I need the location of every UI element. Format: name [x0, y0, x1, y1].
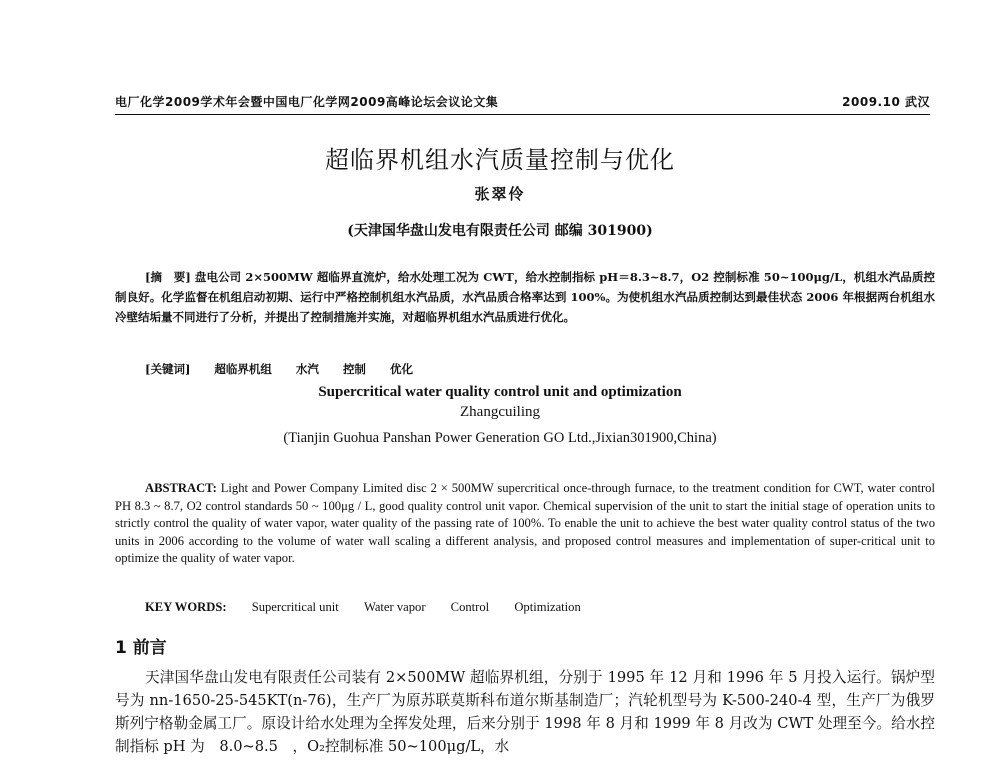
author-en: Zhangcuiling	[460, 404, 540, 420]
section-body: 天津国华盘山发电有限责任公司装有 2×500MW 超临界机组，分别于 1995 年 12 月和 1996 年 5 月投入运行。锅炉型号为 nn-1650-25-545KT(n-76)，生产厂为原苏联莫斯科布道尔斯基制造厂；汽轮机型号为 K-500-240-4 型，生产厂为俄罗斯列宁格勒金属工厂。原设计给水处理为全挥发处理，后来分别于 1998 年 8 月和 1999 年 8 月改为 CWT 处理至今。给水控制指标 pH 为 8.0~8.5 ，O₂控制标准 50~100μg/L，水	[115, 669, 935, 755]
header-date: 2009.10 武汉	[842, 95, 930, 109]
abstract-cn-label: [摘 要]	[145, 270, 191, 284]
abstract-cn	[115, 267, 935, 327]
keyword-cn: 控制	[342, 362, 366, 376]
keyword-en: Control	[450, 600, 490, 614]
proceedings-title: 电厂化学2009学术年会暨中国电厂化学网2009高峰论坛会议论文集	[115, 95, 499, 109]
keywords-cn-label: [关键词]	[145, 362, 191, 376]
keywords-cn	[145, 361, 413, 377]
keyword-cn: 优化	[389, 362, 413, 376]
keyword-en: Optimization	[514, 600, 581, 614]
affiliation-cn: (天津国华盘山发电有限责任公司 邮编 301900)	[347, 223, 653, 239]
abstract-cn-text: 盘电公司 2×500MW 超临界直流炉，给水处理工况为 CWT，给水控制指标 pH＝8.3~8.7，O2 控制标准 50~100μg/L，机组水汽品质控制良好。化学监督在机组启动初期、运行中严格控制机组水汽品质，水汽品质合格率达到 100%。为使机组水汽品质控制达到最佳状态 2006 年根据两台机组水冷壁结垢量不同进行了分析，并提出了控制措施并实施，对超临界机组水汽品质进行优化。	[115, 270, 935, 324]
paper-title-cn: 超临界机组水汽质量控制与优化	[325, 146, 675, 174]
paper-title-en: Supercritical water quality control unit and optimization	[318, 384, 682, 400]
affiliation-en: (Tianjin Guohua Panshan Power Generation GO Ltd.,Jixian301900,China)	[283, 430, 717, 446]
keyword-cn: 超临界机组	[214, 362, 272, 376]
author-cn: 张翠伶	[474, 185, 526, 203]
keywords-en	[145, 600, 581, 615]
section-heading: 1 前言	[115, 638, 167, 658]
keywords-en-label: KEY WORDS:	[145, 600, 227, 614]
keyword-cn: 水汽	[295, 362, 319, 376]
keyword-en: Supercritical unit	[251, 600, 339, 614]
keyword-en: Water vapor	[363, 600, 426, 614]
running-header	[115, 93, 930, 115]
abstract-en-label: ABSTRACT:	[145, 481, 217, 495]
abstract-en	[115, 480, 935, 568]
abstract-en-text: Light and Power Company Limited disc 2 × 500MW supercritical once-through furnace, to the treatment condition for CWT, water control PH 8.3 ~ 8.7, O2 control standards 50 ~ 100μg / L, good quality control unit vapor. Chemical supervision of the unit to start the initial stage of operation units to strictly control the quality of water vapor, water quality of the passing rate of 100%. To enable the unit to achieve the best water quality control status of the two units in 2006 according to the volume of water wall scaling a different analysis, and proposed control measures and implementation of super-critical unit to optimize the quality of water vapor.	[115, 481, 935, 566]
